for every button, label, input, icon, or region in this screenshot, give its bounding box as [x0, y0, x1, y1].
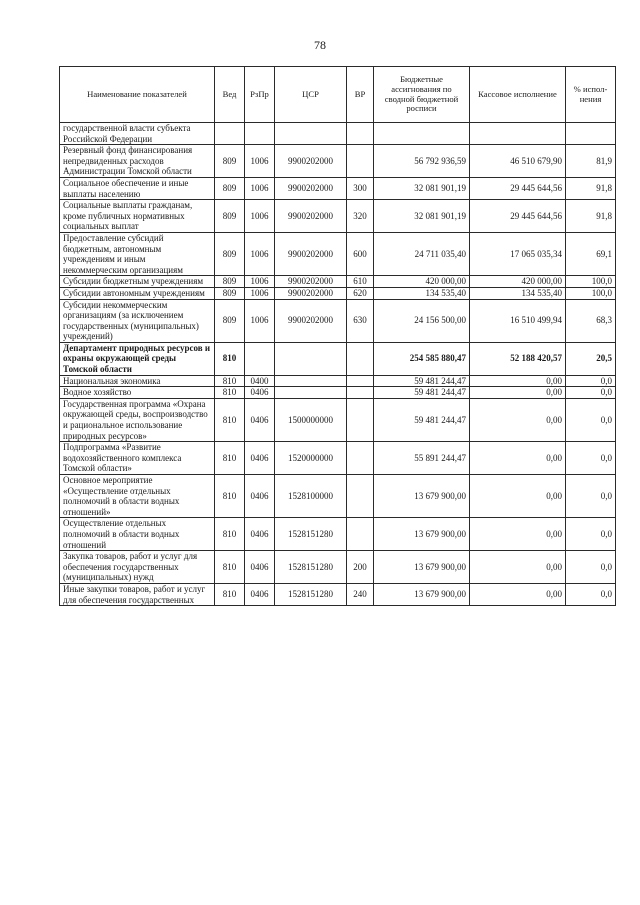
- cell-cash-execution: 0,00: [470, 475, 566, 518]
- cell-vr: [347, 387, 374, 399]
- cell-csr: 1528100000: [275, 475, 347, 518]
- table-row: [60, 276, 616, 288]
- cell-name: Департамент природных ресурсов и охраны окружающей среды Томской области: [60, 342, 215, 375]
- table-row: [60, 200, 616, 233]
- table-row: [60, 551, 616, 584]
- cell-percent: 100,0: [566, 276, 616, 288]
- cell-vr: 320: [347, 200, 374, 233]
- cell-percent: 69,1: [566, 232, 616, 275]
- cell-percent: 0,0: [566, 398, 616, 441]
- cell-csr: 9900202000: [275, 177, 347, 199]
- table-row: [60, 398, 616, 441]
- cell-ved: 810: [215, 583, 245, 605]
- cell-assignments: [374, 123, 470, 145]
- cell-rzpr: 0406: [245, 442, 275, 475]
- table-row: [60, 342, 616, 375]
- cell-assignments: 13 679 900,00: [374, 475, 470, 518]
- cell-cash-execution: 0,00: [470, 387, 566, 399]
- cell-assignments: 420 000,00: [374, 276, 470, 288]
- cell-ved: 810: [215, 398, 245, 441]
- cell-csr: [275, 123, 347, 145]
- cell-csr: 9900202000: [275, 145, 347, 178]
- cell-name: Национальная экономика: [60, 375, 215, 387]
- cell-ved: 810: [215, 387, 245, 399]
- cell-vr: 610: [347, 276, 374, 288]
- cell-percent: [566, 123, 616, 145]
- cell-vr: [347, 145, 374, 178]
- cell-csr: [275, 375, 347, 387]
- table-row: [60, 375, 616, 387]
- cell-percent: 91,8: [566, 177, 616, 199]
- cell-name: Водное хозяйство: [60, 387, 215, 399]
- table-row: [60, 387, 616, 399]
- table-row: [60, 145, 616, 178]
- cell-vr: [347, 375, 374, 387]
- cell-percent: 0,0: [566, 375, 616, 387]
- cell-name: Субсидии автономным учреждениям: [60, 287, 215, 299]
- cell-name: Предоставление субсидий бюджетным, автономным учреждениям и иным некоммерческим организациям: [60, 232, 215, 275]
- cell-ved: 809: [215, 276, 245, 288]
- cell-ved: 809: [215, 200, 245, 233]
- cell-rzpr: 1006: [245, 232, 275, 275]
- cell-rzpr: 1006: [245, 177, 275, 199]
- cell-assignments: 24 711 035,40: [374, 232, 470, 275]
- cell-cash-execution: 52 188 420,57: [470, 342, 566, 375]
- cell-rzpr: 1006: [245, 299, 275, 342]
- cell-ved: 810: [215, 475, 245, 518]
- cell-csr: 1528151280: [275, 518, 347, 551]
- cell-rzpr: 0406: [245, 551, 275, 584]
- table-row: [60, 518, 616, 551]
- cell-vr: 620: [347, 287, 374, 299]
- cell-name: Осуществление отдельных полномочий в области водных отношений: [60, 518, 215, 551]
- cell-ved: [215, 123, 245, 145]
- cell-ved: 810: [215, 342, 245, 375]
- cell-percent: 68,3: [566, 299, 616, 342]
- header-percent-execution: % испол-нения: [566, 67, 616, 123]
- cell-rzpr: [245, 342, 275, 375]
- cell-name: Закупка товаров, работ и услуг для обеспечения государственных (муниципальных) нужд: [60, 551, 215, 584]
- table-row: [60, 442, 616, 475]
- table-row: [60, 287, 616, 299]
- cell-assignments: 13 679 900,00: [374, 551, 470, 584]
- cell-assignments: 32 081 901,19: [374, 200, 470, 233]
- cell-vr: 240: [347, 583, 374, 605]
- cell-csr: 1500000000: [275, 398, 347, 441]
- cell-percent: 0,0: [566, 387, 616, 399]
- cell-cash-execution: 0,00: [470, 442, 566, 475]
- cell-assignments: 59 481 244,47: [374, 387, 470, 399]
- cell-assignments: 59 481 244,47: [374, 375, 470, 387]
- cell-vr: 630: [347, 299, 374, 342]
- cell-cash-execution: 420 000,00: [470, 276, 566, 288]
- cell-ved: 810: [215, 518, 245, 551]
- cell-assignments: 55 891 244,47: [374, 442, 470, 475]
- cell-vr: [347, 475, 374, 518]
- cell-cash-execution: [470, 123, 566, 145]
- cell-percent: 0,0: [566, 583, 616, 605]
- cell-name: Иные закупки товаров, работ и услуг для обеспечения государственных: [60, 583, 215, 605]
- cell-cash-execution: 0,00: [470, 583, 566, 605]
- cell-rzpr: 1006: [245, 287, 275, 299]
- cell-csr: 9900202000: [275, 232, 347, 275]
- cell-csr: 9900202000: [275, 287, 347, 299]
- cell-rzpr: 0406: [245, 518, 275, 551]
- cell-vr: [347, 342, 374, 375]
- cell-percent: 0,0: [566, 518, 616, 551]
- header-vr: ВР: [347, 67, 374, 123]
- cell-csr: 9900202000: [275, 276, 347, 288]
- cell-assignments: 59 481 244,47: [374, 398, 470, 441]
- header-csr: ЦСР: [275, 67, 347, 123]
- cell-rzpr: 0406: [245, 387, 275, 399]
- cell-rzpr: 0400: [245, 375, 275, 387]
- cell-cash-execution: 134 535,40: [470, 287, 566, 299]
- cell-rzpr: 0406: [245, 398, 275, 441]
- cell-assignments: 134 535,40: [374, 287, 470, 299]
- cell-vr: [347, 518, 374, 551]
- cell-assignments: 56 792 936,59: [374, 145, 470, 178]
- cell-rzpr: 1006: [245, 200, 275, 233]
- cell-ved: 810: [215, 375, 245, 387]
- cell-name: Социальное обеспечение и иные выплаты населению: [60, 177, 215, 199]
- cell-ved: 809: [215, 177, 245, 199]
- cell-name: Резервный фонд финансирования непредвиденных расходов Администрации Томской области: [60, 145, 215, 178]
- cell-rzpr: 1006: [245, 276, 275, 288]
- cell-name: Основное мероприятие «Осуществление отдельных полномочий в области водных отношений»: [60, 475, 215, 518]
- cell-cash-execution: 17 065 035,34: [470, 232, 566, 275]
- cell-rzpr: 0406: [245, 583, 275, 605]
- cell-cash-execution: 0,00: [470, 398, 566, 441]
- cell-percent: 20,5: [566, 342, 616, 375]
- header-ved: Вед: [215, 67, 245, 123]
- cell-csr: 1528151280: [275, 551, 347, 584]
- cell-percent: 0,0: [566, 551, 616, 584]
- cell-csr: [275, 387, 347, 399]
- table-row: [60, 475, 616, 518]
- cell-percent: 0,0: [566, 442, 616, 475]
- cell-name: Субсидии некоммерческим организациям (за исключением государственных (муниципальных) учреждений): [60, 299, 215, 342]
- cell-ved: 809: [215, 232, 245, 275]
- cell-percent: 91,8: [566, 200, 616, 233]
- cell-csr: 9900202000: [275, 299, 347, 342]
- cell-assignments: 32 081 901,19: [374, 177, 470, 199]
- table-row: [60, 232, 616, 275]
- cell-rzpr: [245, 123, 275, 145]
- page-number: 78: [314, 38, 326, 52]
- cell-csr: [275, 342, 347, 375]
- table-row: [60, 299, 616, 342]
- cell-name: государственной власти субъекта Российской Федерации: [60, 123, 215, 145]
- table-row: [60, 123, 616, 145]
- cell-ved: 809: [215, 145, 245, 178]
- cell-cash-execution: 46 510 679,90: [470, 145, 566, 178]
- cell-ved: 809: [215, 299, 245, 342]
- table-row: [60, 177, 616, 199]
- cell-percent: 81,9: [566, 145, 616, 178]
- header-assignments: Бюджетные ассигнования по сводной бюджетной росписи: [374, 67, 470, 123]
- header-name: Наименование показателей: [60, 67, 215, 123]
- table-row: [60, 583, 616, 605]
- cell-csr: 1528151280: [275, 583, 347, 605]
- cell-name: Социальные выплаты гражданам, кроме публичных нормативных социальных выплат: [60, 200, 215, 233]
- cell-vr: [347, 398, 374, 441]
- cell-assignments: 24 156 500,00: [374, 299, 470, 342]
- cell-cash-execution: 0,00: [470, 375, 566, 387]
- cell-vr: [347, 123, 374, 145]
- cell-assignments: 13 679 900,00: [374, 518, 470, 551]
- cell-ved: 810: [215, 442, 245, 475]
- cell-cash-execution: 0,00: [470, 518, 566, 551]
- cell-vr: 300: [347, 177, 374, 199]
- cell-vr: 600: [347, 232, 374, 275]
- cell-percent: 100,0: [566, 287, 616, 299]
- cell-assignments: 254 585 880,47: [374, 342, 470, 375]
- cell-name: Подпрограмма «Развитие водохозяйственного комплекса Томской области»: [60, 442, 215, 475]
- header-rzpr: РзПр: [245, 67, 275, 123]
- table-header-row: [60, 67, 616, 123]
- cell-name: Государственная программа «Охрана окружающей среды, воспроизводство и рациональное использование природных ресурсов»: [60, 398, 215, 441]
- cell-cash-execution: 0,00: [470, 551, 566, 584]
- cell-percent: 0,0: [566, 475, 616, 518]
- cell-cash-execution: 29 445 644,56: [470, 200, 566, 233]
- cell-assignments: 13 679 900,00: [374, 583, 470, 605]
- cell-vr: 200: [347, 551, 374, 584]
- cell-rzpr: 0406: [245, 475, 275, 518]
- cell-ved: 809: [215, 287, 245, 299]
- cell-cash-execution: 16 510 499,94: [470, 299, 566, 342]
- cell-csr: 1520000000: [275, 442, 347, 475]
- cell-name: Субсидии бюджетным учреждениям: [60, 276, 215, 288]
- cell-rzpr: 1006: [245, 145, 275, 178]
- table-body: [60, 123, 616, 606]
- header-cash-execution: Кассовое исполнение: [470, 67, 566, 123]
- cell-cash-execution: 29 445 644,56: [470, 177, 566, 199]
- cell-vr: [347, 442, 374, 475]
- cell-ved: 810: [215, 551, 245, 584]
- budget-execution-table: [59, 66, 616, 606]
- cell-csr: 9900202000: [275, 200, 347, 233]
